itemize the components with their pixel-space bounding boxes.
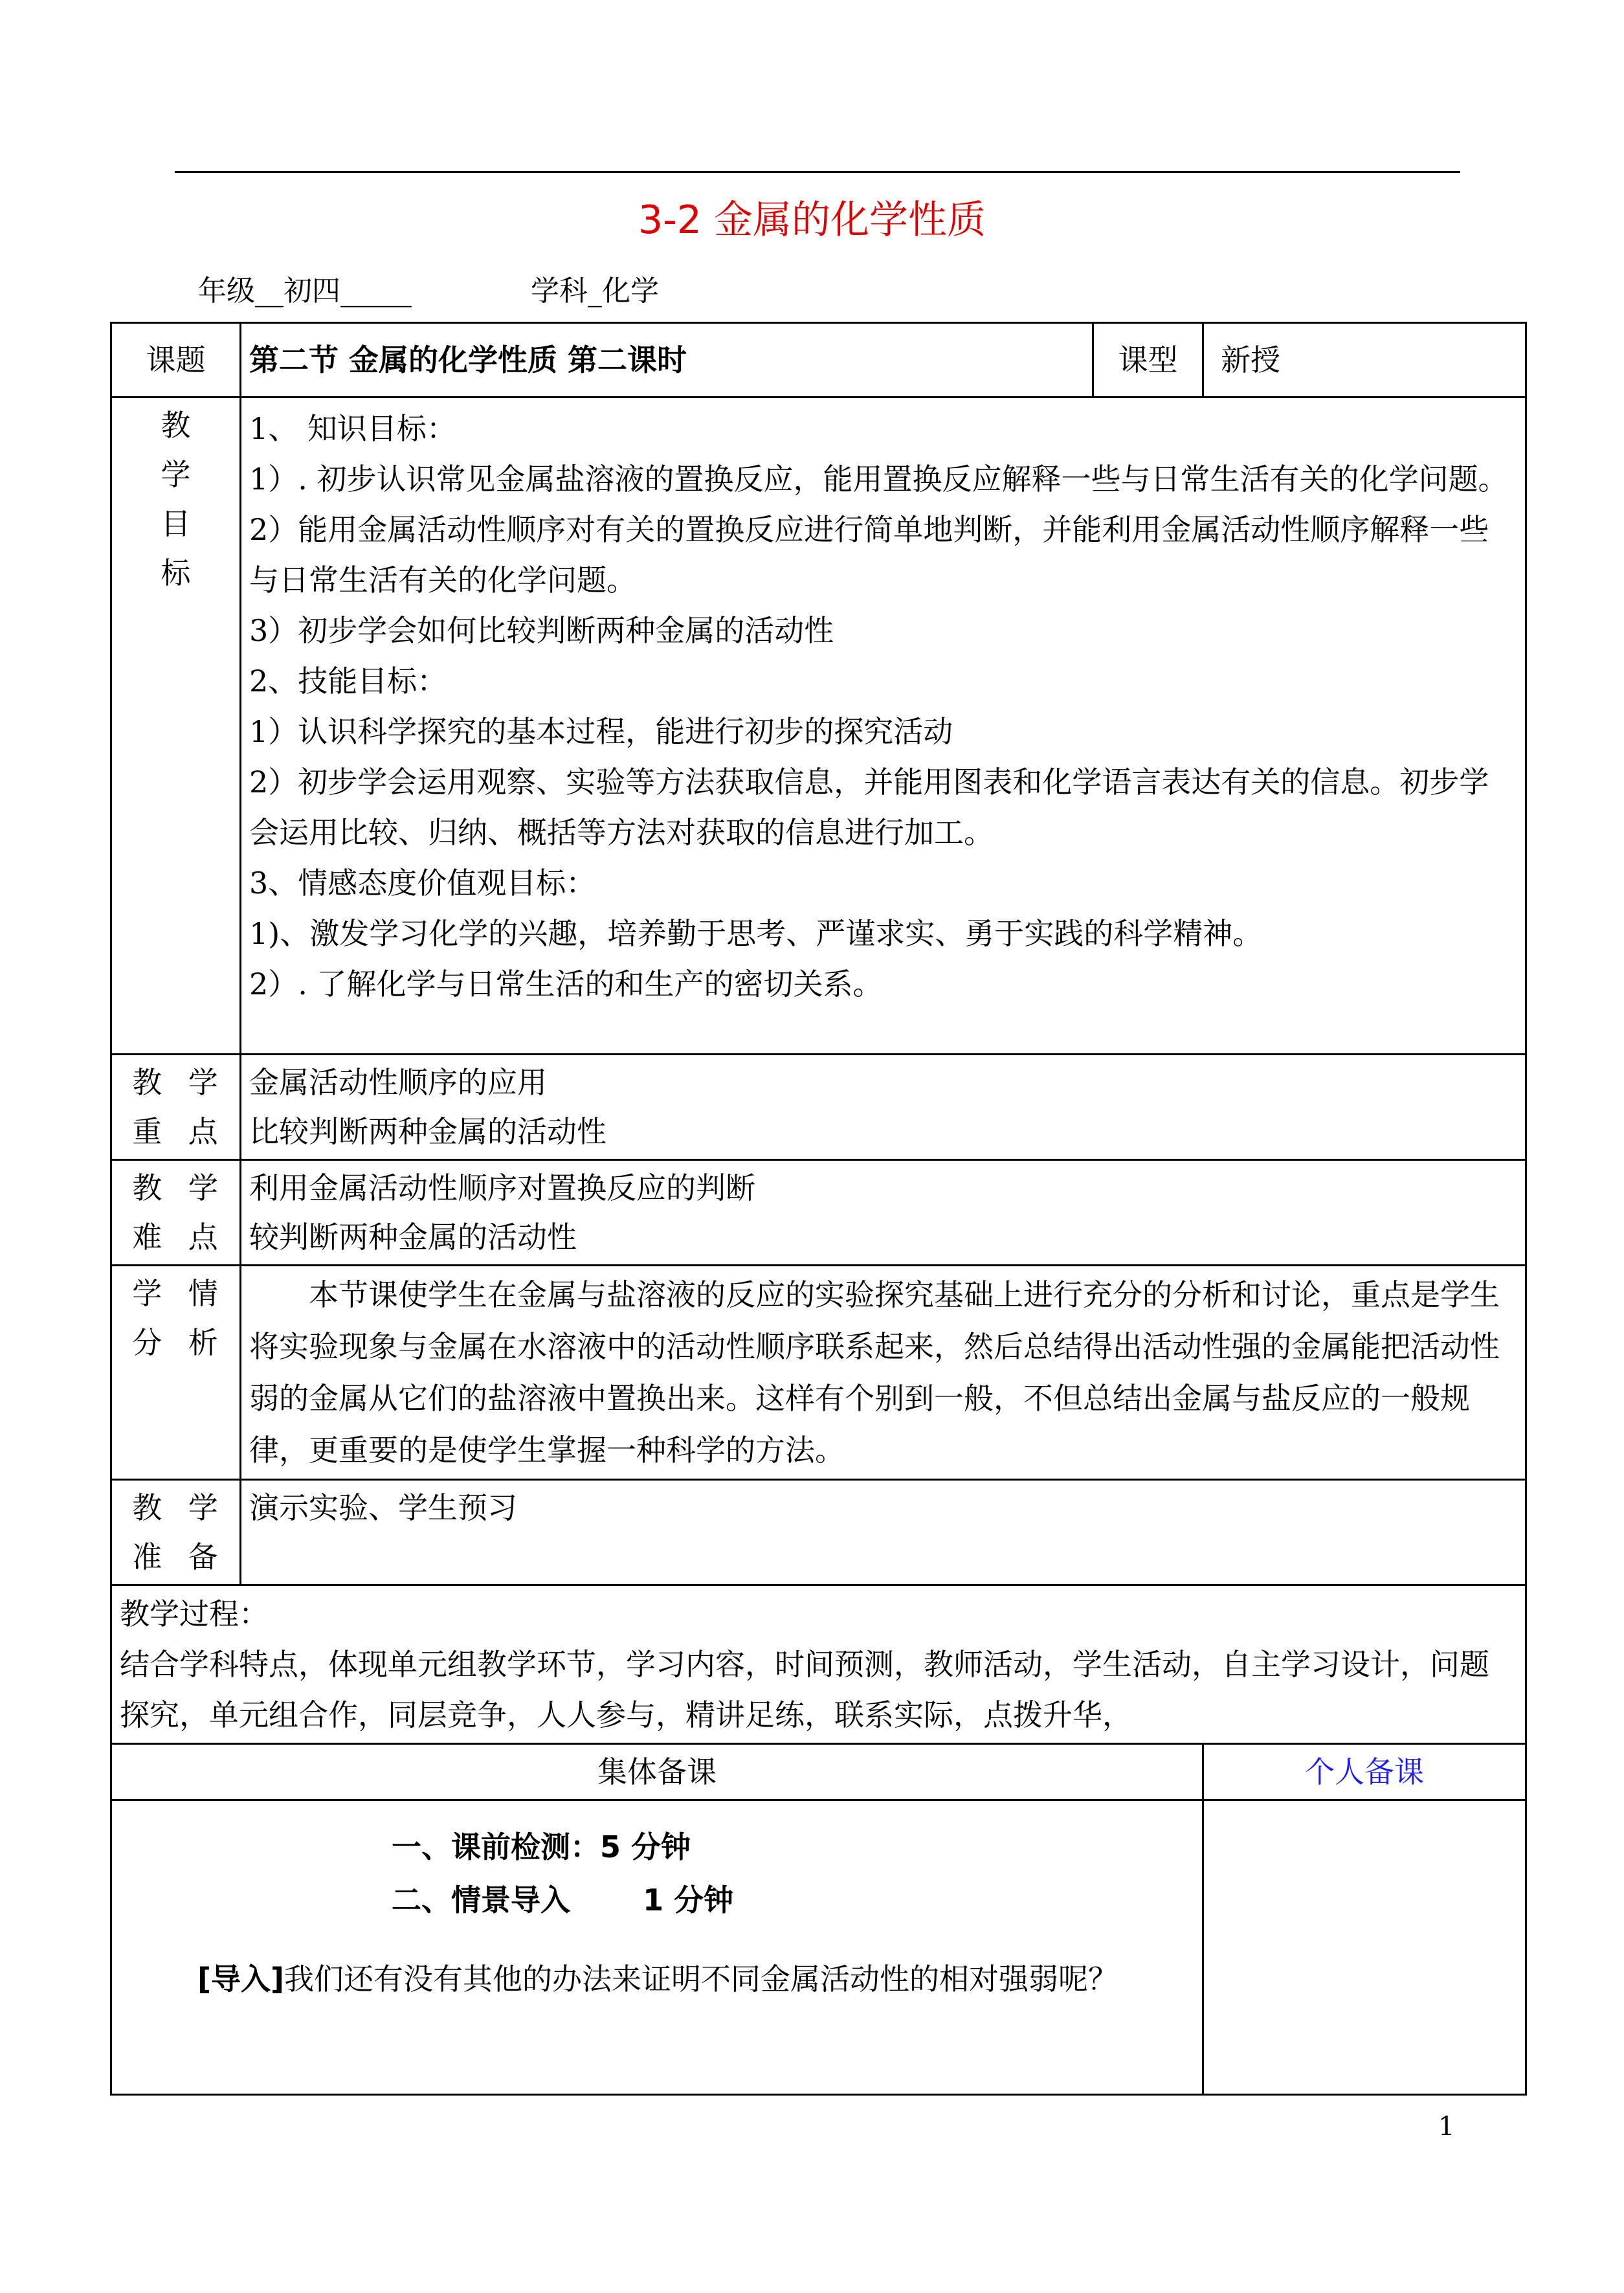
personal-prep-content: [1203, 1800, 1526, 2095]
collective-prep-header: 集体备课: [111, 1744, 1203, 1800]
objective-line: 3、情感态度价值观目标：: [249, 866, 596, 900]
objective-line: 2）. 了解化学与日常生活的和生产的密切关系。: [249, 967, 883, 1001]
lesson-type-value: 新授: [1203, 323, 1526, 397]
objective-line: 1）. 初步认识常见金属盐溶液的置换反应，能用置换反应解释一些与日常生活有关的化学问题。: [249, 462, 1508, 497]
process-heading: 教学过程：: [120, 1596, 269, 1631]
objective-line: 2、技能目标：: [249, 664, 447, 699]
objective-line: 3）初步学会如何比较判断两种金属的活动性: [249, 613, 834, 648]
page-number: 1: [1438, 2112, 1455, 2142]
prep-columns-row: [111, 1744, 1526, 1800]
difficulties-content: 利用金属活动性顺序对置换反应的判断 较判断两种金属的活动性: [241, 1160, 1526, 1266]
grade-field: 年级__初四_____: [198, 274, 412, 308]
intro-text: 我们还有没有其他的办法来证明不同金属活动性的相对强弱呢？: [284, 1962, 1118, 1997]
process-row: [111, 1585, 1526, 1744]
key-points-row: [111, 1055, 1526, 1160]
objectives-row: [111, 397, 1526, 1055]
objective-line: 1、 知识目标：: [249, 411, 456, 446]
key-points-label: 教 学 重 点: [111, 1055, 241, 1160]
topic-value: 第二节 金属的化学性质 第二课时: [241, 323, 1093, 397]
process-text: 结合学科特点，体现单元组教学环节，学习内容，时间预测，教师活动，学生活动，自主学习设计，问题探究，单元组合作，同层竞争，人人参与，精讲足练，联系实际，点拨升华，: [120, 1647, 1489, 1732]
preparation-content: 演示实验、学生预习: [241, 1480, 1526, 1585]
subject-field: 学科_化学: [531, 274, 659, 308]
process-content: [111, 1585, 1526, 1744]
prep-body-row: [111, 1800, 1526, 2095]
page-title: 3-2 金属的化学性质: [638, 197, 986, 243]
analysis-label: 学 情 分 析: [111, 1266, 241, 1480]
objective-line: 1)、激发学习化学的兴趣，培养勤于思考、严谨求实、勇于实践的科学精神。: [249, 916, 1263, 951]
collective-prep-content: [111, 1800, 1203, 2095]
preparation-row: [111, 1480, 1526, 1585]
analysis-content: 本节课使学生在金属与盐溶液的反应的实验探究基础上进行充分的分析和讨论，重点是学生将实验现象与金属在水溶液中的活动性顺序联系起来，然后总结得出活动性强的金属能把活动性弱的金属从它们的盐溶液中置换出来。这样有个别到一般，不但总结出金属与盐反应的一般规律，更重要的是使学生掌握一种科学的方法。: [241, 1266, 1526, 1480]
difficulties-row: [111, 1160, 1526, 1266]
objectives-content: [241, 397, 1526, 1055]
section-scenario-intro: 二、情景导入 1 分钟: [392, 1883, 734, 1918]
topic-label: 课题: [111, 323, 241, 397]
section-pre-class-check: 一、课前检测：5 分钟: [392, 1829, 691, 1864]
lesson-plan-table: [110, 322, 1527, 2096]
preparation-label: 教 学 准 备: [111, 1480, 241, 1585]
difficulties-label: 教 学 难 点: [111, 1160, 241, 1266]
objective-line: 2）能用金属活动性顺序对有关的置换反应进行简单地判断，并能利用金属活动性顺序解释一些与日常生活有关的化学问题。: [249, 512, 1489, 598]
analysis-row: [111, 1266, 1526, 1480]
intro-paragraph: [120, 1952, 1194, 2006]
key-points-content: 金属活动性顺序的应用 比较判断两种金属的活动性: [241, 1055, 1526, 1160]
lesson-type-label: 课型: [1093, 323, 1203, 397]
topic-row: [111, 323, 1526, 397]
objectives-label: 教 学 目 标: [111, 397, 241, 1055]
objective-line: 2）初步学会运用观察、实验等方法获取信息，并能用图表和化学语言表达有关的信息。初步学会运用比较、归纳、概括等方法对获取的信息进行加工。: [249, 765, 1489, 850]
personal-prep-header: 个人备课: [1203, 1744, 1526, 1800]
objective-line: 1）认识科学探究的基本过程，能进行初步的探究活动: [249, 714, 953, 749]
header-rule: [175, 171, 1460, 173]
intro-tag: [导入]: [197, 1962, 285, 1997]
